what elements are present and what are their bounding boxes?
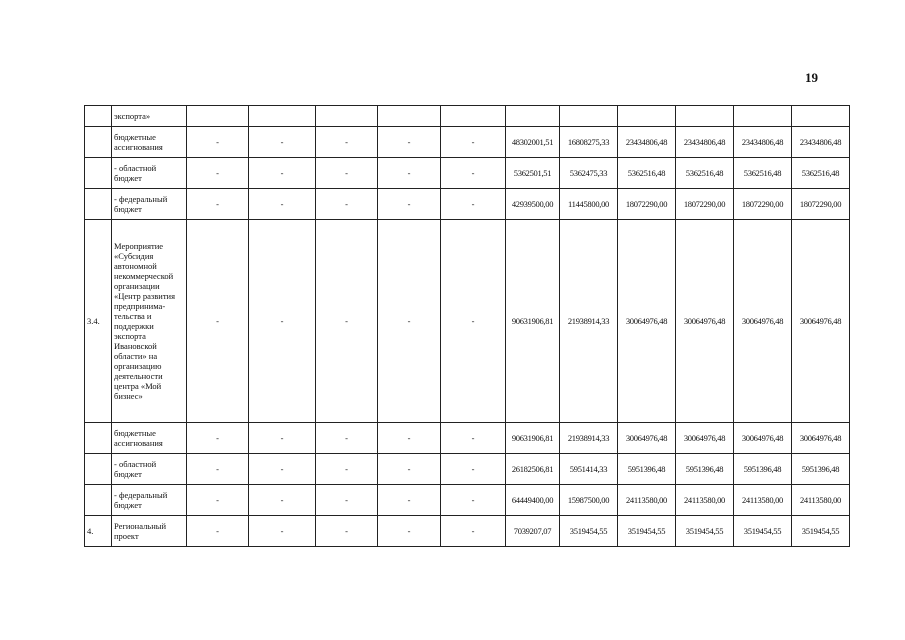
value-cell: 23434806,48	[792, 127, 850, 158]
value-cell: 30064976,48	[676, 220, 734, 423]
cell: -	[187, 423, 249, 454]
value-cell	[734, 106, 792, 127]
cell	[249, 106, 316, 127]
cell: -	[187, 127, 249, 158]
value-cell: 5362516,48	[676, 158, 734, 189]
value-cell	[676, 106, 734, 127]
cell	[441, 106, 506, 127]
value-cell: 90631906,81	[506, 220, 560, 423]
value-cell: 30064976,48	[734, 423, 792, 454]
cell: -	[316, 189, 378, 220]
row-name: бюджетные ассигнования	[112, 423, 187, 454]
cell: -	[441, 220, 506, 423]
cell: -	[378, 516, 441, 547]
value-cell: 18072290,00	[734, 189, 792, 220]
row-name: - областной бюджет	[112, 454, 187, 485]
value-cell: 24113580,00	[734, 485, 792, 516]
value-cell: 18072290,00	[792, 189, 850, 220]
value-cell: 23434806,48	[618, 127, 676, 158]
cell: -	[316, 485, 378, 516]
cell: -	[249, 516, 316, 547]
table-row	[85, 454, 850, 485]
value-cell: 5951396,48	[676, 454, 734, 485]
value-cell: 18072290,00	[676, 189, 734, 220]
value-cell: 30064976,48	[792, 220, 850, 423]
value-cell: 21938914,33	[560, 220, 618, 423]
table-row	[85, 516, 850, 547]
cell: -	[378, 189, 441, 220]
value-cell: 5951396,48	[618, 454, 676, 485]
cell: -	[187, 220, 249, 423]
value-cell: 3519454,55	[560, 516, 618, 547]
cell: -	[249, 220, 316, 423]
cell: -	[378, 423, 441, 454]
cell: -	[187, 189, 249, 220]
value-cell: 24113580,00	[792, 485, 850, 516]
value-cell: 24113580,00	[618, 485, 676, 516]
value-cell: 3519454,55	[792, 516, 850, 547]
value-cell: 42939500,00	[506, 189, 560, 220]
value-cell: 48302001,51	[506, 127, 560, 158]
value-cell: 23434806,48	[676, 127, 734, 158]
page-number: 19	[805, 70, 818, 85]
cell: -	[441, 158, 506, 189]
cell: -	[441, 423, 506, 454]
value-cell: 5362501,51	[506, 158, 560, 189]
row-index: 4.	[85, 516, 112, 547]
cell: -	[316, 454, 378, 485]
cell: -	[249, 158, 316, 189]
cell	[316, 106, 378, 127]
value-cell: 30064976,48	[618, 220, 676, 423]
row-name: - областной бюджет	[112, 158, 187, 189]
cell: -	[316, 516, 378, 547]
value-cell: 5951396,48	[734, 454, 792, 485]
cell: -	[249, 189, 316, 220]
row-index	[85, 485, 112, 516]
value-cell: 3519454,55	[618, 516, 676, 547]
table-row	[85, 220, 850, 423]
table-row	[85, 189, 850, 220]
row-name: Мероприятие «Субсидия автономной некоммерческой организации «Центр развития предпринима-тельства и поддержки экспорта Ивановской области» на организацию деятельности центра «Мой бизнес»	[112, 220, 187, 423]
row-index	[85, 158, 112, 189]
table-row	[85, 106, 850, 127]
cell: -	[378, 454, 441, 485]
value-cell: 64449400,00	[506, 485, 560, 516]
cell: -	[187, 158, 249, 189]
cell: -	[441, 127, 506, 158]
row-index	[85, 189, 112, 220]
cell: -	[249, 485, 316, 516]
cell: -	[187, 485, 249, 516]
row-index: 3.4.	[85, 220, 112, 423]
value-cell: 24113580,00	[676, 485, 734, 516]
cell: -	[378, 127, 441, 158]
cell: -	[441, 189, 506, 220]
value-cell: 26182506,81	[506, 454, 560, 485]
row-index	[85, 423, 112, 454]
value-cell: 5362516,48	[734, 158, 792, 189]
cell: -	[378, 485, 441, 516]
cell: -	[378, 158, 441, 189]
table-row	[85, 127, 850, 158]
table-row	[85, 485, 850, 516]
value-cell	[792, 106, 850, 127]
value-cell	[560, 106, 618, 127]
row-name: Региональный проект	[112, 516, 187, 547]
value-cell: 18072290,00	[618, 189, 676, 220]
value-cell: 5951396,48	[792, 454, 850, 485]
cell: -	[316, 127, 378, 158]
row-name: - федеральный бюджет	[112, 189, 187, 220]
row-index	[85, 127, 112, 158]
cell: -	[378, 220, 441, 423]
row-name: экспорта»	[112, 106, 187, 127]
value-cell: 21938914,33	[560, 423, 618, 454]
value-cell: 30064976,48	[792, 423, 850, 454]
value-cell: 5951414,33	[560, 454, 618, 485]
cell: -	[187, 516, 249, 547]
value-cell: 30064976,48	[734, 220, 792, 423]
cell: -	[441, 454, 506, 485]
cell: -	[249, 127, 316, 158]
cell: -	[316, 158, 378, 189]
cell: -	[316, 220, 378, 423]
value-cell: 11445800,00	[560, 189, 618, 220]
value-cell: 5362516,48	[792, 158, 850, 189]
value-cell: 30064976,48	[676, 423, 734, 454]
cell: -	[249, 423, 316, 454]
value-cell: 7039207,07	[506, 516, 560, 547]
value-cell: 90631906,81	[506, 423, 560, 454]
table-row	[85, 158, 850, 189]
value-cell: 16808275,33	[560, 127, 618, 158]
cell: -	[187, 454, 249, 485]
row-index	[85, 106, 112, 127]
cell: -	[441, 516, 506, 547]
value-cell: 3519454,55	[676, 516, 734, 547]
cell	[187, 106, 249, 127]
value-cell: 23434806,48	[734, 127, 792, 158]
cell: -	[316, 423, 378, 454]
table-row	[85, 423, 850, 454]
value-cell: 3519454,55	[734, 516, 792, 547]
budget-table	[84, 105, 850, 547]
cell: -	[249, 454, 316, 485]
value-cell: 5362516,48	[618, 158, 676, 189]
value-cell	[618, 106, 676, 127]
value-cell: 15987500,00	[560, 485, 618, 516]
cell: -	[441, 485, 506, 516]
value-cell	[506, 106, 560, 127]
value-cell: 30064976,48	[618, 423, 676, 454]
row-name: - федеральный бюджет	[112, 485, 187, 516]
row-name: бюджетные ассигнования	[112, 127, 187, 158]
value-cell: 5362475,33	[560, 158, 618, 189]
cell	[378, 106, 441, 127]
row-index	[85, 454, 112, 485]
